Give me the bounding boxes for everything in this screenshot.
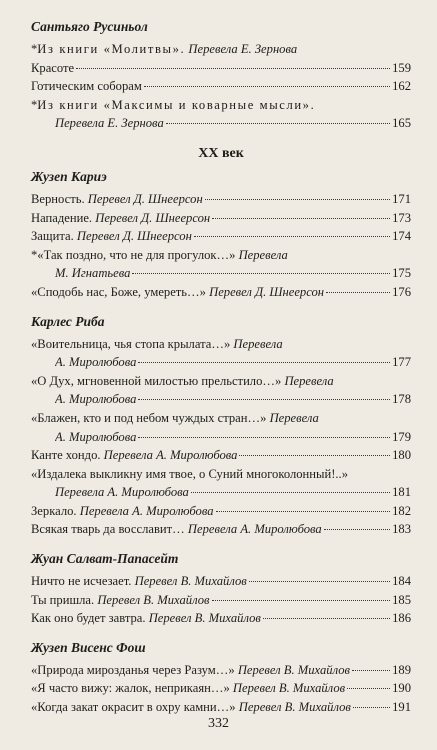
- entry-translator: Перевела Е. Зернова: [55, 116, 164, 131]
- author-name: Жузеп Висенс Фош: [31, 639, 146, 655]
- entry-page-number: 174: [392, 229, 411, 244]
- entry-translator: Перевела: [269, 410, 319, 425]
- entry-text: [31, 335, 283, 354]
- entry-translator: Перевел В. Михайлов: [232, 681, 346, 696]
- toc-entry: [31, 372, 411, 391]
- entry-text: [31, 246, 288, 265]
- toc-entry: [31, 572, 411, 591]
- entry-page-number: 175: [392, 266, 411, 281]
- dot-leader: [194, 236, 390, 237]
- entry-translator: А. Миролюбова: [55, 392, 137, 407]
- entry-text: [55, 390, 136, 409]
- entry-title: Канте хондо.: [31, 448, 101, 463]
- toc-entry: [31, 390, 411, 409]
- entry-translator: Перевела А. Миролюбова: [187, 522, 322, 537]
- toc-entry: [31, 96, 411, 115]
- entry-title: Из книги «Максимы и коварные мысли».: [37, 97, 316, 112]
- entry-translator: М. Игнатьева: [55, 266, 131, 281]
- dot-leader: [144, 86, 390, 87]
- entry-text: [31, 227, 192, 246]
- toc-entry: [31, 353, 411, 372]
- entry-text: [55, 428, 136, 447]
- entry-title: «Природа мирозданья через Разум…»: [31, 662, 235, 677]
- entry-translator: Перевела: [233, 336, 283, 351]
- entry-page-number: 191: [392, 700, 411, 715]
- author-section: [31, 168, 411, 302]
- dot-leader: [326, 292, 390, 293]
- entry-page-number: 162: [392, 79, 411, 94]
- entry-title: Всякая тварь да восславит…: [31, 522, 185, 537]
- entry-text: [55, 264, 130, 283]
- toc-entry: [31, 483, 411, 502]
- entry-translator: Перевел В. Михайлов: [134, 574, 247, 589]
- toc-entry: [31, 465, 411, 484]
- entry-page-number: 177: [392, 355, 411, 370]
- entry-title: Защита.: [31, 229, 74, 244]
- entry-translator: Перевел В. Михайлов: [148, 611, 261, 626]
- entry-title: «Блажен, кто и под небом чуждых стран…»: [31, 410, 267, 425]
- entry-text: [31, 209, 210, 228]
- toc-entry: [31, 283, 411, 302]
- toc-entry: [31, 591, 411, 610]
- author-section: [31, 550, 411, 628]
- entry-translator: Перевела Е. Зернова: [188, 42, 298, 56]
- entry-marker: *: [31, 97, 38, 112]
- entry-title: Нападение.: [31, 210, 93, 225]
- dot-leader: [212, 218, 390, 219]
- entry-title: *«Так поздно, что не для прогулок…»: [31, 247, 236, 262]
- entry-title: «Воительница, чья стопа крылата…»: [31, 336, 231, 351]
- dot-leader: [212, 600, 391, 601]
- entry-text: [55, 114, 164, 133]
- entry-translator: Перевел Д. Шнеерсон: [76, 229, 192, 244]
- dot-leader: [239, 455, 390, 456]
- entry-page-number: 189: [392, 662, 411, 677]
- entry-translator: Перевел В. Михайлов: [97, 592, 210, 607]
- toc-entry: [31, 209, 411, 228]
- toc-entry: [31, 77, 411, 96]
- entry-text: [31, 190, 203, 209]
- entry-page-number: 180: [392, 448, 411, 463]
- entry-title: «О Дух, мгновенной милостью прельстило…»: [31, 373, 282, 388]
- dot-leader: [216, 511, 391, 512]
- toc-entry: [31, 264, 411, 283]
- toc-entry: [31, 409, 411, 428]
- entry-translator: Перевела А. Миролюбова: [79, 503, 214, 518]
- entry-text: [31, 661, 350, 680]
- toc-entry: [31, 190, 411, 209]
- entry-page-number: 183: [392, 522, 411, 537]
- entry-title: Из книги «Молитвы».: [37, 42, 186, 56]
- entry-text: [31, 591, 210, 610]
- author-name: Сантьяго Русиньол: [31, 19, 148, 34]
- toc-entry: [31, 661, 411, 680]
- entry-text: [31, 77, 142, 96]
- entry-text: [31, 572, 247, 591]
- author-section: [31, 18, 411, 133]
- entry-text: [55, 353, 136, 372]
- dot-leader: [138, 362, 390, 363]
- author-sections: [31, 168, 411, 717]
- dot-leader: [353, 707, 390, 708]
- entry-translator: Перевел В. Михайлов: [238, 700, 351, 715]
- dot-leader: [132, 273, 390, 274]
- entry-translator: Перевел Д. Шнеерсон: [87, 191, 203, 206]
- table-of-contents: [31, 18, 411, 728]
- dot-leader: [191, 492, 390, 493]
- entry-page-number: 178: [392, 392, 411, 407]
- toc-entry: [31, 520, 411, 539]
- entry-text: [31, 283, 324, 302]
- entry-text: [31, 96, 315, 115]
- toc-entry: [31, 446, 411, 465]
- entry-page-number: 184: [392, 574, 411, 589]
- author-section: [31, 313, 411, 540]
- entry-text: [31, 409, 319, 428]
- entry-title: Готическим соборам: [31, 79, 142, 94]
- entry-text: [31, 698, 351, 717]
- author-name: Карлес Риба: [31, 313, 105, 329]
- entry-page-number: 173: [392, 210, 411, 225]
- dot-leader: [347, 688, 390, 689]
- entry-translator: Перевела А. Миролюбова: [55, 485, 189, 500]
- entry-title: Ты пришла.: [31, 592, 95, 607]
- entry-text: [31, 520, 322, 539]
- toc-entry: [31, 114, 411, 133]
- toc-entry: [31, 609, 411, 628]
- entry-text: [55, 483, 189, 502]
- entry-translator: Перевел Д. Шнеерсон: [209, 284, 325, 299]
- entry-page-number: 186: [392, 611, 411, 626]
- entry-title: «Когда закат окрасит в охру камни…»: [31, 700, 236, 715]
- toc-entry: [31, 335, 411, 354]
- dot-leader: [138, 399, 390, 400]
- dot-leader: [263, 618, 390, 619]
- entry-title: Красоте: [31, 60, 75, 75]
- toc-entry: [31, 59, 411, 78]
- entry-text: [31, 609, 261, 628]
- entry-page-number: 179: [392, 429, 411, 444]
- entry-title: Верность.: [31, 191, 85, 206]
- entry-text: [31, 465, 348, 484]
- entry-page-number: 185: [392, 592, 411, 607]
- entry-text: [31, 40, 297, 59]
- entry-page-number: 190: [392, 681, 411, 696]
- entry-page-number: 171: [392, 191, 411, 206]
- entry-translator: А. Миролюбова: [55, 429, 137, 444]
- entry-text: [31, 446, 237, 465]
- entry-translator: Перевел В. Михайлов: [237, 662, 350, 677]
- author-name: Жузеп Кариэ: [31, 168, 107, 184]
- entry-title: «Сподобь нас, Боже, умереть…»: [31, 284, 206, 299]
- entry-page-number: 176: [392, 284, 411, 299]
- toc-entry: [31, 246, 411, 265]
- entry-page-number: 182: [392, 503, 411, 518]
- toc-entry: [31, 679, 411, 698]
- entry-translator: А. Миролюбова: [55, 355, 137, 370]
- author-name: Жуан Салват-Папасейт: [31, 551, 179, 567]
- entry-text: [31, 372, 334, 391]
- dot-leader: [205, 199, 390, 200]
- entry-title: «Издалека выкликну имя твое, о Суний многоколонный!..»: [31, 466, 349, 481]
- entry-title: Как оно будет завтра.: [31, 611, 146, 626]
- dot-leader: [352, 670, 390, 671]
- entry-text: [31, 679, 345, 698]
- dot-leader: [249, 581, 390, 582]
- entry-page-number: 159: [392, 60, 411, 75]
- entry-translator: Перевела: [284, 373, 334, 388]
- entry-text: [31, 59, 74, 78]
- entry-translator: Перевела: [238, 247, 288, 262]
- toc-entry: [31, 428, 411, 447]
- entry-translator: Перевел Д. Шнеерсон: [95, 210, 211, 225]
- toc-entry: [31, 227, 411, 246]
- entry-marker: *: [31, 42, 38, 56]
- entry-title: «Я часто вижу: жалок, неприкаян…»: [31, 681, 230, 696]
- dot-leader: [166, 123, 390, 124]
- toc-entry: [31, 502, 411, 521]
- section-heading: XX век: [198, 145, 244, 161]
- entry-text: [31, 502, 214, 521]
- toc-entry: [31, 698, 411, 717]
- entry-page-number: 181: [392, 485, 411, 500]
- page-number: 332: [208, 716, 229, 731]
- entry-translator: Перевела А. Миролюбова: [103, 448, 238, 463]
- dot-leader: [138, 437, 390, 438]
- toc-entry: [31, 40, 411, 59]
- entry-title: Зеркало.: [31, 503, 77, 518]
- dot-leader: [76, 68, 390, 69]
- dot-leader: [324, 529, 390, 530]
- entry-title: Ничто не исчезает.: [31, 574, 132, 589]
- entry-page-number: 165: [392, 116, 411, 131]
- author-section: [31, 639, 411, 717]
